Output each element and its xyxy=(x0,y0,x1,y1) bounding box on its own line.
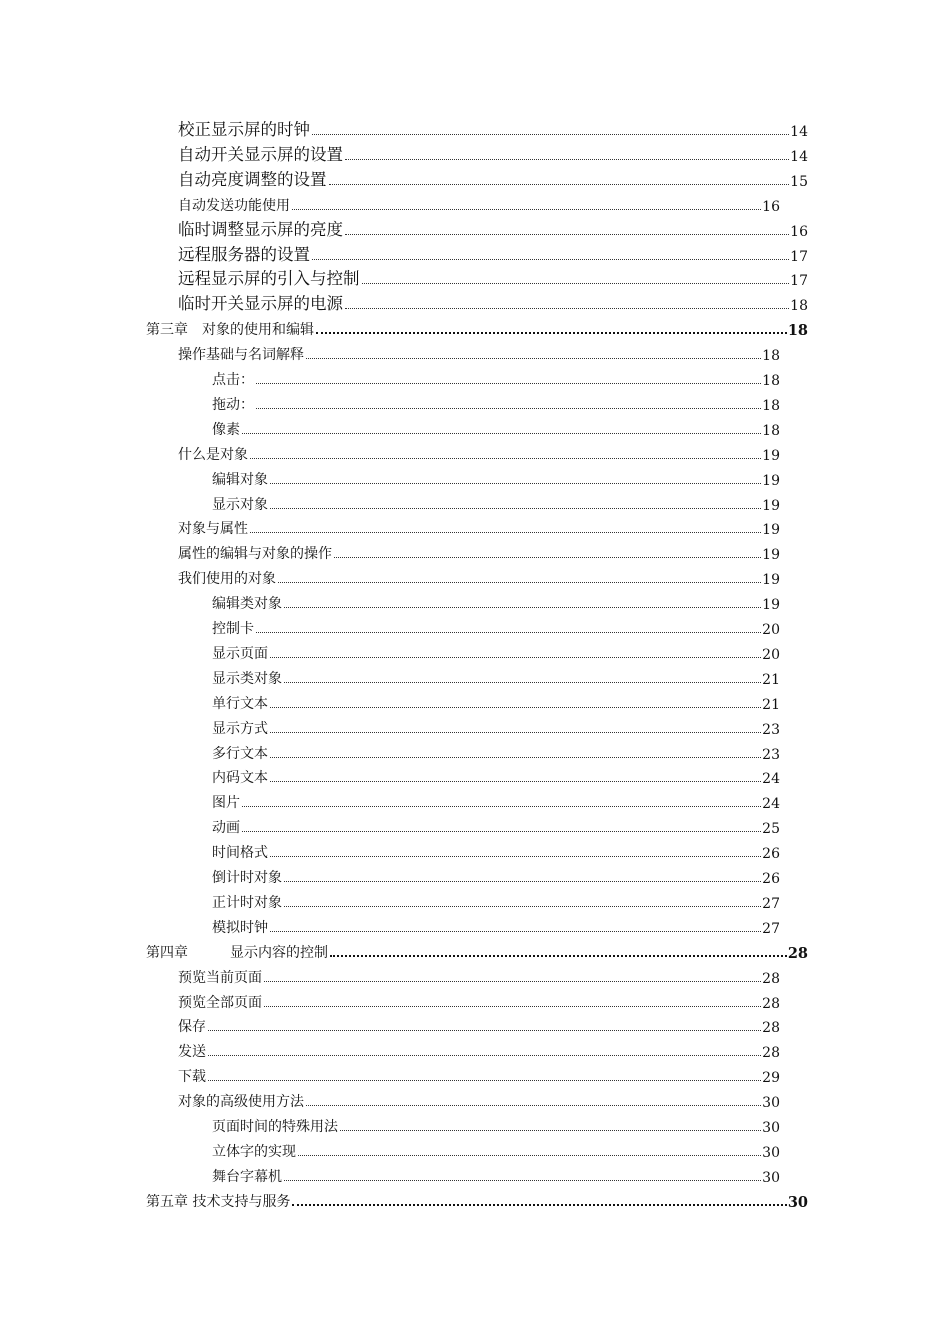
toc-page-number: 26 xyxy=(762,846,780,863)
toc-page-number: 19 xyxy=(762,447,780,464)
toc-page-number: 28 xyxy=(762,970,780,987)
toc-dot-leader xyxy=(312,259,789,260)
toc-page-number: 23 xyxy=(762,721,780,738)
toc-entry-title: 立体字的实现 xyxy=(212,1143,296,1160)
toc-dot-leader xyxy=(270,657,761,658)
toc-dot-leader xyxy=(330,955,787,957)
toc-chapter-entry[interactable] xyxy=(146,1187,808,1211)
toc-page-number: 24 xyxy=(762,796,780,813)
toc-entry[interactable] xyxy=(212,390,780,414)
toc-entry[interactable] xyxy=(178,141,808,165)
toc-dot-leader xyxy=(284,607,761,608)
toc-entry-title: 时间格式 xyxy=(212,845,268,862)
toc-entry-title: 编辑对象 xyxy=(212,471,268,488)
toc-dot-leader xyxy=(278,582,761,583)
toc-entry[interactable] xyxy=(212,664,780,688)
toc-entry[interactable] xyxy=(212,1112,780,1136)
toc-page-number: 26 xyxy=(762,871,780,887)
toc-dot-leader xyxy=(284,906,761,907)
toc-entry-title: 保存 xyxy=(178,1019,206,1036)
toc-entry-title: 倒计时对象 xyxy=(212,870,282,886)
toc-entry-title: 单行文本 xyxy=(212,695,268,712)
toc-entry[interactable] xyxy=(212,813,780,837)
toc-entry[interactable] xyxy=(212,415,780,439)
toc-page-number: 20 xyxy=(762,646,780,663)
toc-entry-title: 模拟时钟 xyxy=(212,919,268,936)
toc-page-number: 19 xyxy=(762,522,780,539)
toc-dot-leader xyxy=(284,682,761,683)
toc-entry-title: 显示页面 xyxy=(212,645,268,662)
toc-entry[interactable] xyxy=(178,265,808,289)
toc-dot-leader xyxy=(340,1130,761,1131)
toc-page-number: 30 xyxy=(787,1193,808,1211)
toc-page-number: 18 xyxy=(787,322,808,340)
toc-entry[interactable] xyxy=(178,191,780,215)
toc-dot-leader xyxy=(270,483,761,484)
toc-entry-title: 自动开关显示屏的设置 xyxy=(178,144,343,164)
toc-page-number: 28 xyxy=(787,944,808,962)
toc-entry[interactable] xyxy=(212,838,780,862)
toc-dot-leader xyxy=(284,881,761,882)
toc-dot-leader xyxy=(208,1080,761,1081)
toc-dot-leader xyxy=(316,332,787,334)
toc-dot-leader xyxy=(264,981,761,982)
toc-entry[interactable] xyxy=(212,365,780,389)
toc-page-number: 24 xyxy=(762,771,780,788)
toc-entry[interactable] xyxy=(212,1137,780,1161)
toc-entry[interactable] xyxy=(212,913,780,937)
toc-page-number: 18 xyxy=(762,397,780,414)
toc-dot-leader xyxy=(362,283,790,284)
toc-chapter-entry[interactable] xyxy=(146,315,808,339)
toc-page-number: 18 xyxy=(790,298,808,315)
toc-entry[interactable] xyxy=(178,216,808,240)
toc-entry-title: 内码文本 xyxy=(212,770,268,787)
toc-entry[interactable] xyxy=(212,863,780,887)
toc-entry[interactable] xyxy=(212,888,780,912)
toc-entry[interactable] xyxy=(178,1062,780,1086)
toc-entry-title: 远程服务器的设置 xyxy=(178,244,310,264)
toc-entry[interactable] xyxy=(212,490,780,514)
toc-dot-leader xyxy=(256,632,761,633)
toc-entry[interactable] xyxy=(178,440,780,464)
toc-entry[interactable] xyxy=(212,639,780,663)
toc-entry-title: 自动发送功能使用 xyxy=(178,197,290,214)
toc-entry-title: 第三章 对象的使用和编辑 xyxy=(146,322,314,339)
toc-dot-leader xyxy=(270,508,761,509)
toc-entry-title: 临时调整显示屏的亮度 xyxy=(178,219,343,239)
toc-entry-title: 发送 xyxy=(178,1044,206,1061)
toc-entry[interactable] xyxy=(212,614,780,638)
toc-entry-title: 显示方式 xyxy=(212,720,268,737)
toc-entry[interactable] xyxy=(178,514,780,538)
toc-page-number: 29 xyxy=(762,1070,780,1087)
toc-entry-title: 对象的高级使用方法 xyxy=(178,1094,304,1111)
toc-dot-leader xyxy=(306,358,761,359)
toc-page-number: 18 xyxy=(762,373,780,389)
toc-page-number: 18 xyxy=(762,422,780,439)
toc-entry[interactable] xyxy=(178,564,780,588)
toc-page-number: 19 xyxy=(762,597,780,614)
toc-entry[interactable] xyxy=(178,340,780,364)
toc-dot-leader xyxy=(292,1204,786,1206)
toc-dot-leader xyxy=(345,234,789,235)
toc-entry-title: 下载 xyxy=(178,1069,206,1086)
toc-page-number: 19 xyxy=(762,497,780,514)
toc-entry[interactable] xyxy=(178,116,808,140)
toc-dot-leader xyxy=(270,757,761,758)
toc-entry-title: 对象与属性 xyxy=(178,521,248,538)
toc-entry-title: 点击： xyxy=(212,372,254,388)
toc-page-number: 30 xyxy=(762,1120,780,1136)
toc-page-number: 27 xyxy=(762,895,780,912)
toc-chapter-entry[interactable] xyxy=(146,938,808,962)
toc-dot-leader xyxy=(242,806,761,807)
toc-page-number: 18 xyxy=(762,348,780,365)
toc-dot-leader xyxy=(298,1155,761,1156)
toc-entry[interactable] xyxy=(212,763,780,787)
toc-dot-leader xyxy=(250,532,761,533)
toc-page-number: 14 xyxy=(790,124,808,140)
toc-dot-leader xyxy=(250,458,761,459)
toc-dot-leader xyxy=(306,1105,761,1106)
toc-page-number: 14 xyxy=(790,148,808,165)
toc-page-number: 28 xyxy=(762,1020,780,1037)
toc-page-number: 30 xyxy=(762,1095,780,1112)
toc-entry-title: 自动亮度调整的设置 xyxy=(178,169,327,189)
toc-entry-title: 操作基础与名词解释 xyxy=(178,347,304,364)
toc-entry-title: 远程显示屏的引入与控制 xyxy=(178,269,360,289)
toc-entry-title: 第五章 技术支持与服务 xyxy=(146,1193,291,1210)
toc-page-number: 20 xyxy=(762,622,780,638)
toc-entry-title: 图片 xyxy=(212,795,240,812)
toc-dot-leader xyxy=(270,931,761,932)
toc-entry-title: 舞台字幕机 xyxy=(212,1168,282,1185)
toc-page-number: 16 xyxy=(790,223,808,240)
toc-dot-leader xyxy=(264,1006,761,1007)
toc-page-number: 17 xyxy=(790,273,808,290)
toc-entry-title: 显示类对象 xyxy=(212,670,282,687)
toc-page-number: 16 xyxy=(762,198,780,215)
toc-page-number: 30 xyxy=(762,1169,780,1186)
toc-entry-title: 我们使用的对象 xyxy=(178,571,276,588)
toc-entry-title: 像素 xyxy=(212,421,240,438)
toc-entry[interactable] xyxy=(178,166,808,190)
toc-dot-leader xyxy=(270,707,761,708)
toc-entry[interactable] xyxy=(212,714,780,738)
toc-entry[interactable] xyxy=(212,589,780,613)
toc-entry-title: 动画 xyxy=(212,820,240,837)
toc-entry[interactable] xyxy=(212,1162,780,1186)
toc-entry-title: 编辑类对象 xyxy=(212,596,282,613)
toc-page-number: 23 xyxy=(762,746,780,763)
toc-dot-leader xyxy=(284,1180,761,1181)
toc-dot-leader xyxy=(312,134,789,135)
toc-entry[interactable] xyxy=(212,739,780,763)
toc-page-number: 19 xyxy=(762,547,780,564)
toc-entry-title: 正计时对象 xyxy=(212,894,282,911)
toc-dot-leader xyxy=(270,781,761,782)
toc-entry[interactable] xyxy=(178,1037,780,1061)
toc-page-number: 27 xyxy=(762,920,780,937)
toc-entry[interactable] xyxy=(178,290,808,314)
toc-page-number: 21 xyxy=(762,671,780,688)
toc-dot-leader xyxy=(329,184,790,185)
toc-entry-title: 页面时间的特殊用法 xyxy=(212,1119,338,1135)
toc-entry-title: 什么是对象 xyxy=(178,446,248,463)
toc-dot-leader xyxy=(345,159,789,160)
toc-dot-leader xyxy=(256,408,761,409)
toc-entry-title: 预览当前页面 xyxy=(178,969,262,986)
toc-dot-leader xyxy=(242,433,761,434)
toc-entry[interactable] xyxy=(178,1087,780,1111)
toc-entry-title: 属性的编辑与对象的操作 xyxy=(178,546,332,563)
toc-entry-title: 校正显示屏的时钟 xyxy=(178,120,310,139)
toc-page-number: 19 xyxy=(762,472,780,489)
toc-entry-title: 多行文本 xyxy=(212,745,268,762)
toc-entry-title: 预览全部页面 xyxy=(178,994,262,1011)
toc-dot-leader xyxy=(345,308,789,309)
toc-entry[interactable] xyxy=(212,788,780,812)
toc-dot-leader xyxy=(208,1055,761,1056)
toc-entry[interactable] xyxy=(178,539,780,563)
toc-entry-title: 临时开关显示屏的电源 xyxy=(178,294,343,314)
toc-page-number: 28 xyxy=(762,995,780,1012)
toc-entry[interactable] xyxy=(212,465,780,489)
toc-entry-title: 拖动： xyxy=(212,396,254,413)
toc-dot-leader xyxy=(242,831,761,832)
toc-entry-title: 控制卡 xyxy=(212,621,254,637)
toc-entry[interactable] xyxy=(212,689,780,713)
toc-entry-title: 第四章 显示内容的控制 xyxy=(146,944,328,961)
toc-entry-title: 显示对象 xyxy=(212,496,268,513)
toc-page-number: 28 xyxy=(762,1045,780,1062)
toc-dot-leader xyxy=(208,1030,761,1031)
toc-page-number: 17 xyxy=(790,248,808,265)
toc-page-number: 25 xyxy=(762,821,780,838)
toc-entry[interactable] xyxy=(178,1012,780,1036)
toc-entry[interactable] xyxy=(178,241,808,265)
toc-page-number: 15 xyxy=(790,173,808,190)
toc-dot-leader xyxy=(334,557,761,558)
toc-entry[interactable] xyxy=(178,963,780,987)
toc-dot-leader xyxy=(292,209,761,210)
toc-page-number: 19 xyxy=(762,572,780,589)
toc-dot-leader xyxy=(270,856,761,857)
toc-page-number: 21 xyxy=(762,696,780,713)
toc-page-number: 30 xyxy=(762,1144,780,1161)
toc-dot-leader xyxy=(270,732,761,733)
toc-entry[interactable] xyxy=(178,988,780,1012)
toc-dot-leader xyxy=(256,383,761,384)
